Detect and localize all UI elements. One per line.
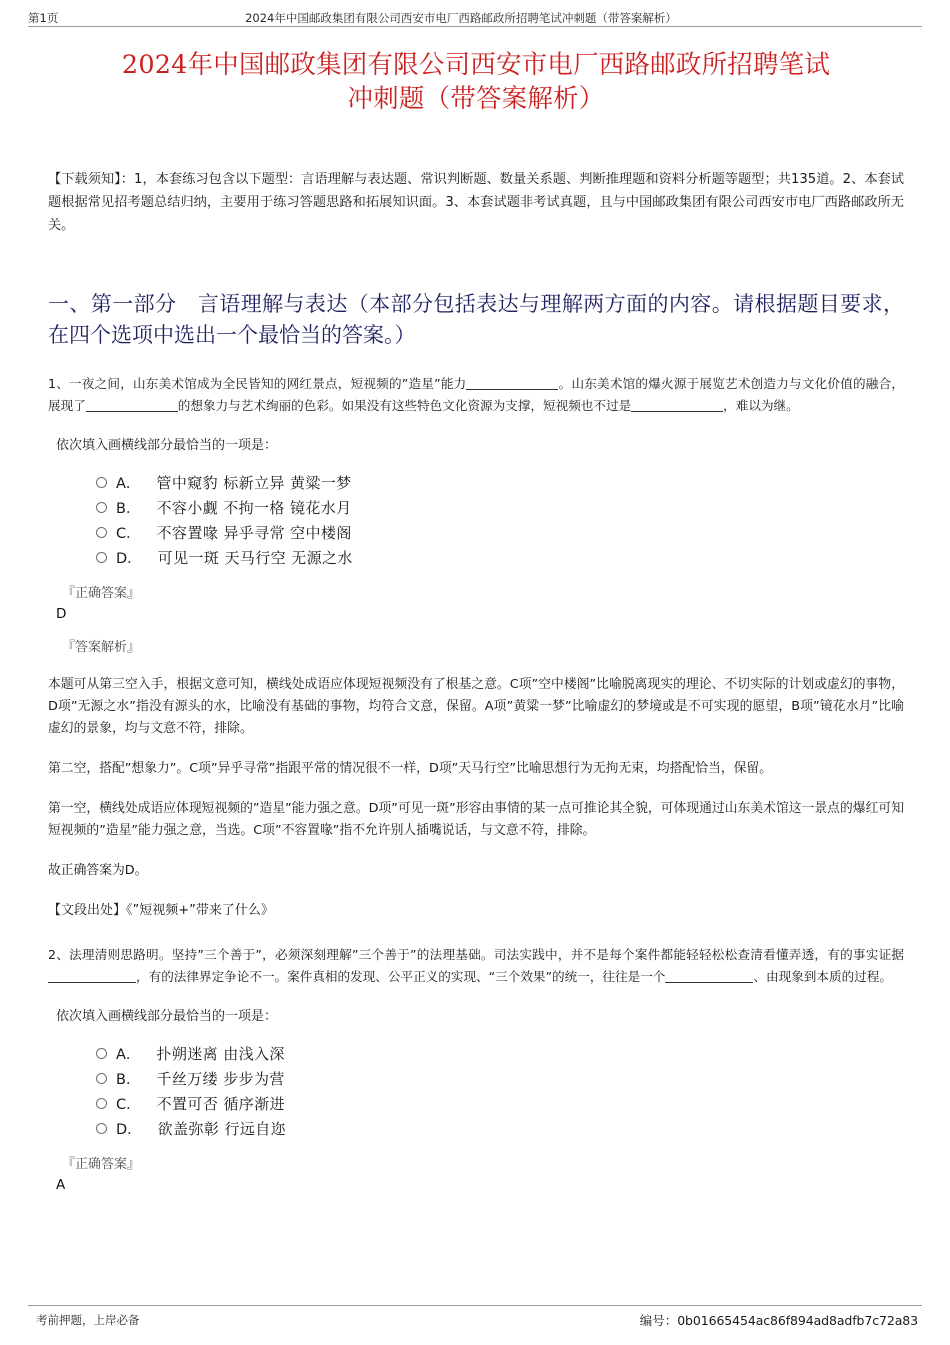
option-letter: A． bbox=[116, 476, 141, 492]
radio-icon[interactable] bbox=[96, 1048, 107, 1059]
running-header bbox=[0, 0, 950, 30]
radio-icon[interactable] bbox=[96, 527, 107, 538]
question-1-stem-part-1: 1、一夜之间，山东美术馆成为全民皆知的网红景点，短视频的”造星”能力 bbox=[48, 376, 467, 391]
question-1-option-b[interactable] bbox=[96, 495, 904, 520]
source-title: 《”短视频+”带来了什么》 bbox=[126, 903, 274, 918]
option-text: 不置可否 循序渐进 bbox=[156, 1095, 285, 1113]
footer-divider bbox=[28, 1305, 922, 1306]
radio-icon[interactable] bbox=[96, 502, 107, 513]
question-1-prompt: 依次填入画横线部分最恰当的一项是： bbox=[56, 438, 278, 453]
option-text: 不容置喙 异乎寻常 空中楼阁 bbox=[156, 524, 352, 542]
radio-icon[interactable] bbox=[96, 477, 107, 488]
option-text: 扑朔迷离 由浅入深 bbox=[156, 1045, 285, 1063]
question-1-explanation-label: 『答案解析』 bbox=[62, 640, 141, 655]
option-letter: D． bbox=[116, 551, 142, 567]
document-body bbox=[0, 30, 950, 1299]
radio-icon[interactable] bbox=[96, 1098, 107, 1109]
question-1-blank-3 bbox=[631, 411, 723, 412]
question-2-option-a[interactable] bbox=[96, 1041, 904, 1066]
question-1-blank-1 bbox=[466, 389, 558, 390]
footer-slogan: 考前押题，上岸必备 bbox=[36, 1313, 140, 1327]
footer-code-label: 编号： bbox=[639, 1313, 678, 1328]
question-1-stem-part-4: ，难以为继。 bbox=[723, 398, 799, 413]
question-1-option-c[interactable] bbox=[96, 520, 904, 545]
footer-code-value: 0b01665454ac86f894ad8adfb7c72a83 bbox=[677, 1313, 918, 1328]
question-1-stem-part-2: 。山东美术馆的爆火源于展览艺术创造力与文化价值的融合，展现了 bbox=[48, 376, 905, 413]
question-2-option-c[interactable] bbox=[96, 1091, 904, 1116]
running-header-title: 2024年中国邮政集团有限公司西安市电厂西路邮政所招聘笔试冲刺题（带答案解析） bbox=[245, 11, 677, 25]
question-2-stem-part-3: 、由现象到本质的过程。 bbox=[753, 969, 892, 984]
question-1-stem bbox=[48, 373, 904, 417]
question-1-source bbox=[48, 900, 904, 922]
option-letter: A． bbox=[116, 1047, 141, 1063]
radio-icon[interactable] bbox=[96, 1123, 107, 1134]
question-1-explanation-paragraph-1: 本题可从第三空入手，根据文意可知，横线处成语应体现短视频没有了根基之意。C项”空中楼阁”比喻脱离现实的理论、不切实际的计划或虚幻的事物，D项”无源之水”指没有源头的水，比喻没有基础的事物，均符合文意，保留。A项”黄粱一梦”比喻虚幻的梦境或是不可实现的愿望，B项”镜花水月”比喻虚幻的景象，均与文意不符，排除。 bbox=[48, 677, 904, 736]
question-2-answer-value: A bbox=[56, 1177, 66, 1193]
question-1-option-a[interactable] bbox=[96, 470, 904, 495]
question-1-option-d[interactable] bbox=[96, 545, 904, 570]
section-heading: 一、第一部分 言语理解与表达（本部分包括表达与理解两方面的内容。请根据题目要求，在四个选项中选出一个最恰当的答案。） bbox=[48, 292, 904, 347]
question-2-options bbox=[48, 1041, 904, 1141]
page-number: 第1页 bbox=[28, 11, 59, 25]
page-title-line-2: 冲刺题（带答案解析） bbox=[347, 84, 605, 114]
question-1-stem-part-3: 的想象力与艺术绚丽的色彩。如果没有这些特色文化资源为支撑，短视频也不过是 bbox=[177, 398, 632, 413]
radio-icon[interactable] bbox=[96, 1073, 107, 1084]
option-text: 不容小觑 不拘一格 镜花水月 bbox=[156, 499, 352, 517]
question-2-stem-part-2: ，有的法律界定争论不一。案件真相的发现、公平正义的实现、“三个效果”的统一，往往是一个 bbox=[136, 969, 666, 984]
question-2-stem bbox=[48, 944, 904, 988]
option-text: 欲盖弥彰 行远自迩 bbox=[157, 1120, 287, 1138]
option-letter: B． bbox=[116, 1072, 141, 1088]
question-1-answer-value: D bbox=[56, 606, 67, 622]
option-text: 可见一斑 天马行空 无源之水 bbox=[157, 549, 353, 567]
footer-code bbox=[640, 1311, 918, 1329]
question-1-explanation-paragraph-3: 第一空，横线处成语应体现短视频的”造星”能力强之意。D项”可见一斑”形容由事情的某一点可推论其全貌，可体现通过山东美术馆这一景点的爆红可知短视频的”造星”能力强之意，当选。C项”不容置喙”指不允许别人插嘴说话，与文意不符，排除。 bbox=[48, 801, 904, 838]
question-1-answer-label: 『正确答案』 bbox=[62, 586, 141, 601]
header-divider bbox=[28, 26, 922, 27]
question-2-answer-label: 『正确答案』 bbox=[62, 1157, 141, 1172]
option-letter: C． bbox=[116, 526, 141, 542]
option-letter: D． bbox=[116, 1122, 142, 1138]
option-letter: B． bbox=[116, 501, 141, 517]
question-2-prompt: 依次填入画横线部分最恰当的一项是： bbox=[56, 1009, 278, 1024]
question-2-option-d[interactable] bbox=[96, 1116, 904, 1141]
question-2-stem-part-1: 2、法理清则思路明。坚持”三个善于”，必须深刻理解”三个善于”的法理基础。司法实践中，并不是每个案件都能轻轻松松查清看懂弄透，有的事实证据 bbox=[48, 947, 904, 962]
question-1-explanation-conclusion: 故正确答案为D。 bbox=[48, 863, 148, 878]
question-2-blank-2 bbox=[665, 982, 753, 983]
running-footer bbox=[0, 1299, 950, 1345]
page-title-line-1: 2024年中国邮政集团有限公司西安市电厂西路邮政所招聘笔试 bbox=[121, 50, 831, 80]
question-2-option-b[interactable] bbox=[96, 1066, 904, 1091]
page-title bbox=[76, 48, 876, 116]
source-label: 【文段出处】 bbox=[48, 903, 127, 918]
question-1-options bbox=[48, 470, 904, 570]
question-2-blank-1 bbox=[48, 982, 136, 983]
question-1-blank-2 bbox=[86, 411, 178, 412]
download-notice: 【下载须知】：1，本套练习包含以下题型：言语理解与表达题、常识判断题、数量关系题、判断推理题和资料分析题等题型；共135道。2、本套试题根据常见招考题总结归纳，主要用于练习答题思路和拓展知识面。3、本套试题非考试真题，且与中国邮政集团有限公司西安市电厂西路邮政所无关。 bbox=[48, 172, 904, 233]
option-text: 千丝万缕 步步为营 bbox=[156, 1070, 285, 1088]
option-letter: C． bbox=[116, 1097, 141, 1113]
question-1-explanation-paragraph-2: 第二空，搭配”想象力”。C项”异乎寻常”指跟平常的情况很不一样，D项”天马行空”比喻思想行为无拘无束，均搭配恰当，保留。 bbox=[48, 761, 773, 776]
radio-icon[interactable] bbox=[96, 552, 107, 563]
option-text: 管中窥豹 标新立异 黄粱一梦 bbox=[156, 474, 352, 492]
